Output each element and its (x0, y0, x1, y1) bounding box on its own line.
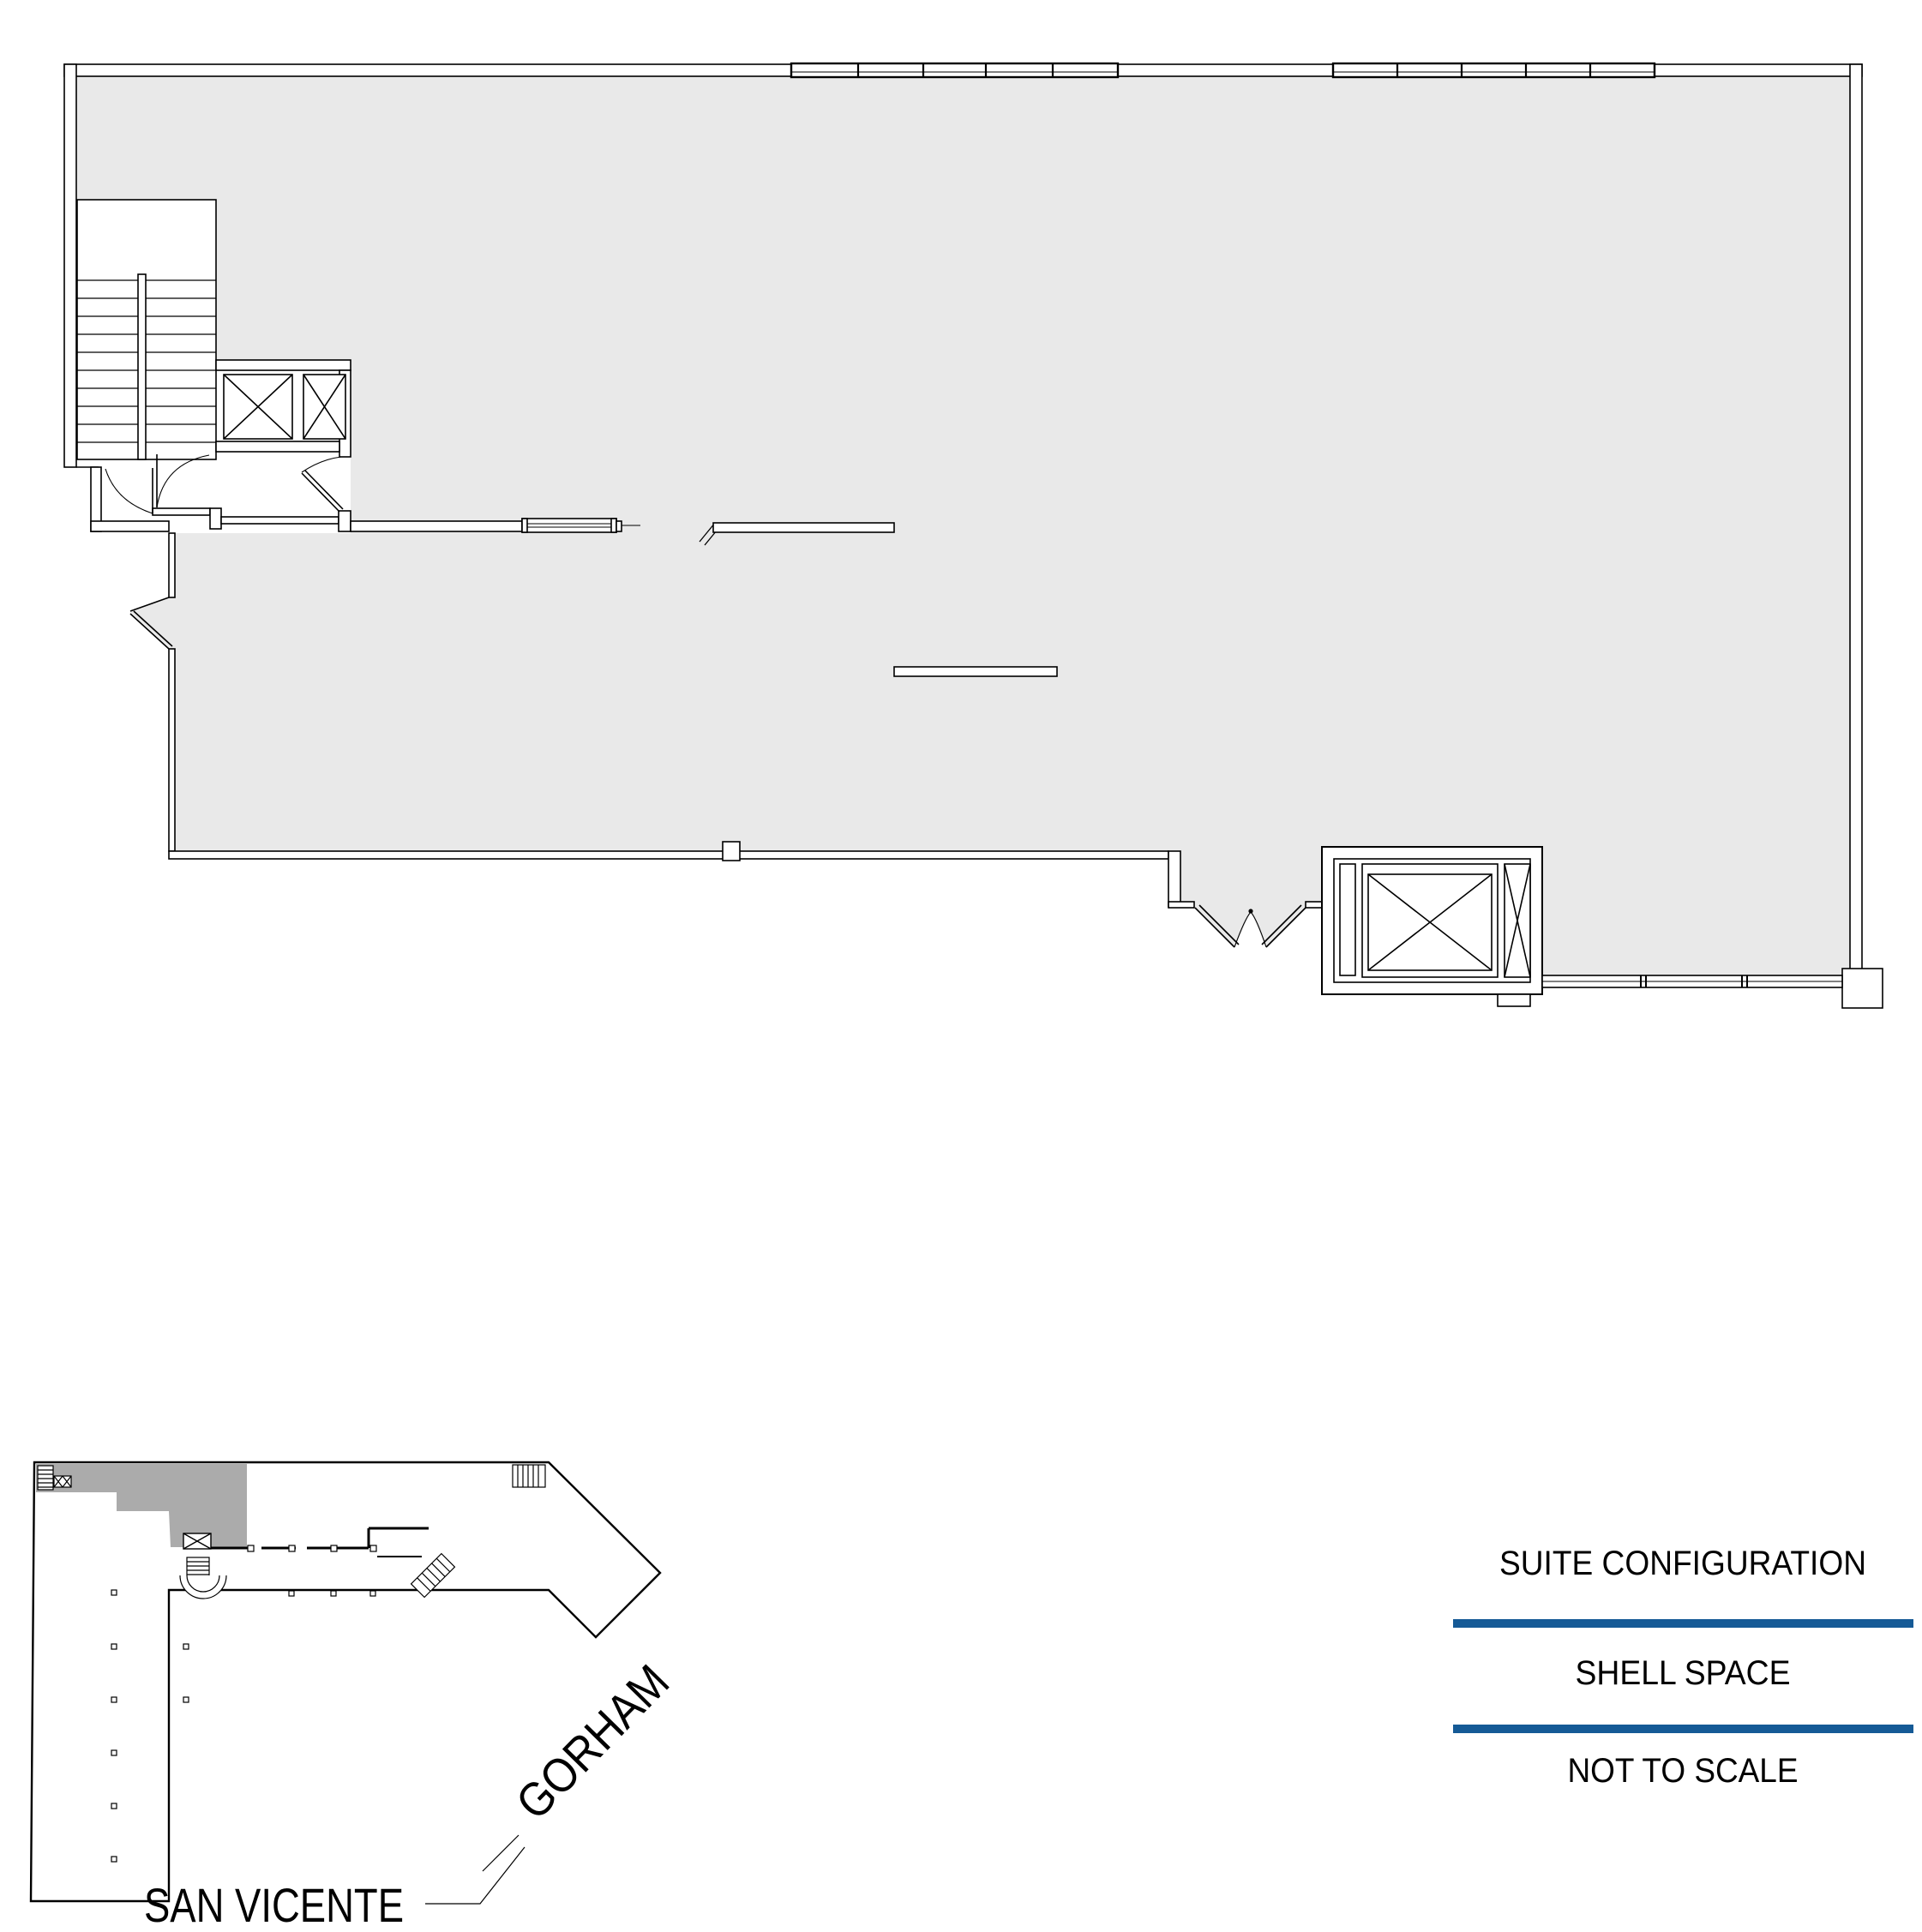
key-plan-columns (111, 1545, 376, 1862)
west-wall (130, 533, 175, 851)
floating-wall-segment (894, 667, 1057, 676)
key-plan-elevator-icon (183, 1533, 211, 1549)
window-band-top-left (791, 63, 1118, 77)
elevator-shaft-icon (1505, 864, 1530, 977)
legend-shell-space: SHELL SPACE (1575, 1654, 1791, 1692)
stairwell (77, 200, 216, 459)
street-label-gorham: GORHAM (505, 1637, 696, 1830)
elevator-shaft-icon (303, 375, 345, 439)
corridor-window (522, 519, 616, 532)
elevator-room (1322, 847, 1542, 1006)
key-plan-outline (31, 1462, 660, 1901)
door-swing-arc (157, 455, 209, 507)
window-band-bottom-right (1542, 975, 1842, 987)
key-plan-stair-top-right (513, 1465, 545, 1487)
main-floor-plan (64, 63, 1883, 1008)
key-plan (31, 1462, 660, 1904)
legend-not-to-scale: NOT TO SCALE (1567, 1752, 1799, 1790)
leader-line-gorham (483, 1835, 519, 1871)
window-band-top-right (1333, 63, 1655, 77)
elevator-shaft-icon (1362, 864, 1498, 977)
legend-title: SUITE CONFIGURATION (1499, 1545, 1866, 1582)
door-swing-arc (302, 457, 341, 472)
door-leaf (302, 471, 343, 512)
elevator-shaft-icon (224, 375, 292, 439)
key-plan-spiral-stair (180, 1557, 226, 1599)
street-label-san-vicente: SAN VICENTE (144, 1878, 404, 1932)
south-wall (169, 842, 1322, 908)
legend-divider-bar (1453, 1725, 1913, 1733)
elevator-core (216, 360, 351, 457)
door-swing-arc (105, 469, 153, 513)
door-pivot (1248, 909, 1252, 913)
wall-post (723, 842, 740, 861)
elevator-lobby (76, 454, 351, 531)
stair-rail (138, 274, 146, 459)
leader-line-san-vicente (425, 1847, 525, 1904)
legend (1453, 1545, 1913, 1790)
legend-divider-bar (1453, 1619, 1913, 1628)
